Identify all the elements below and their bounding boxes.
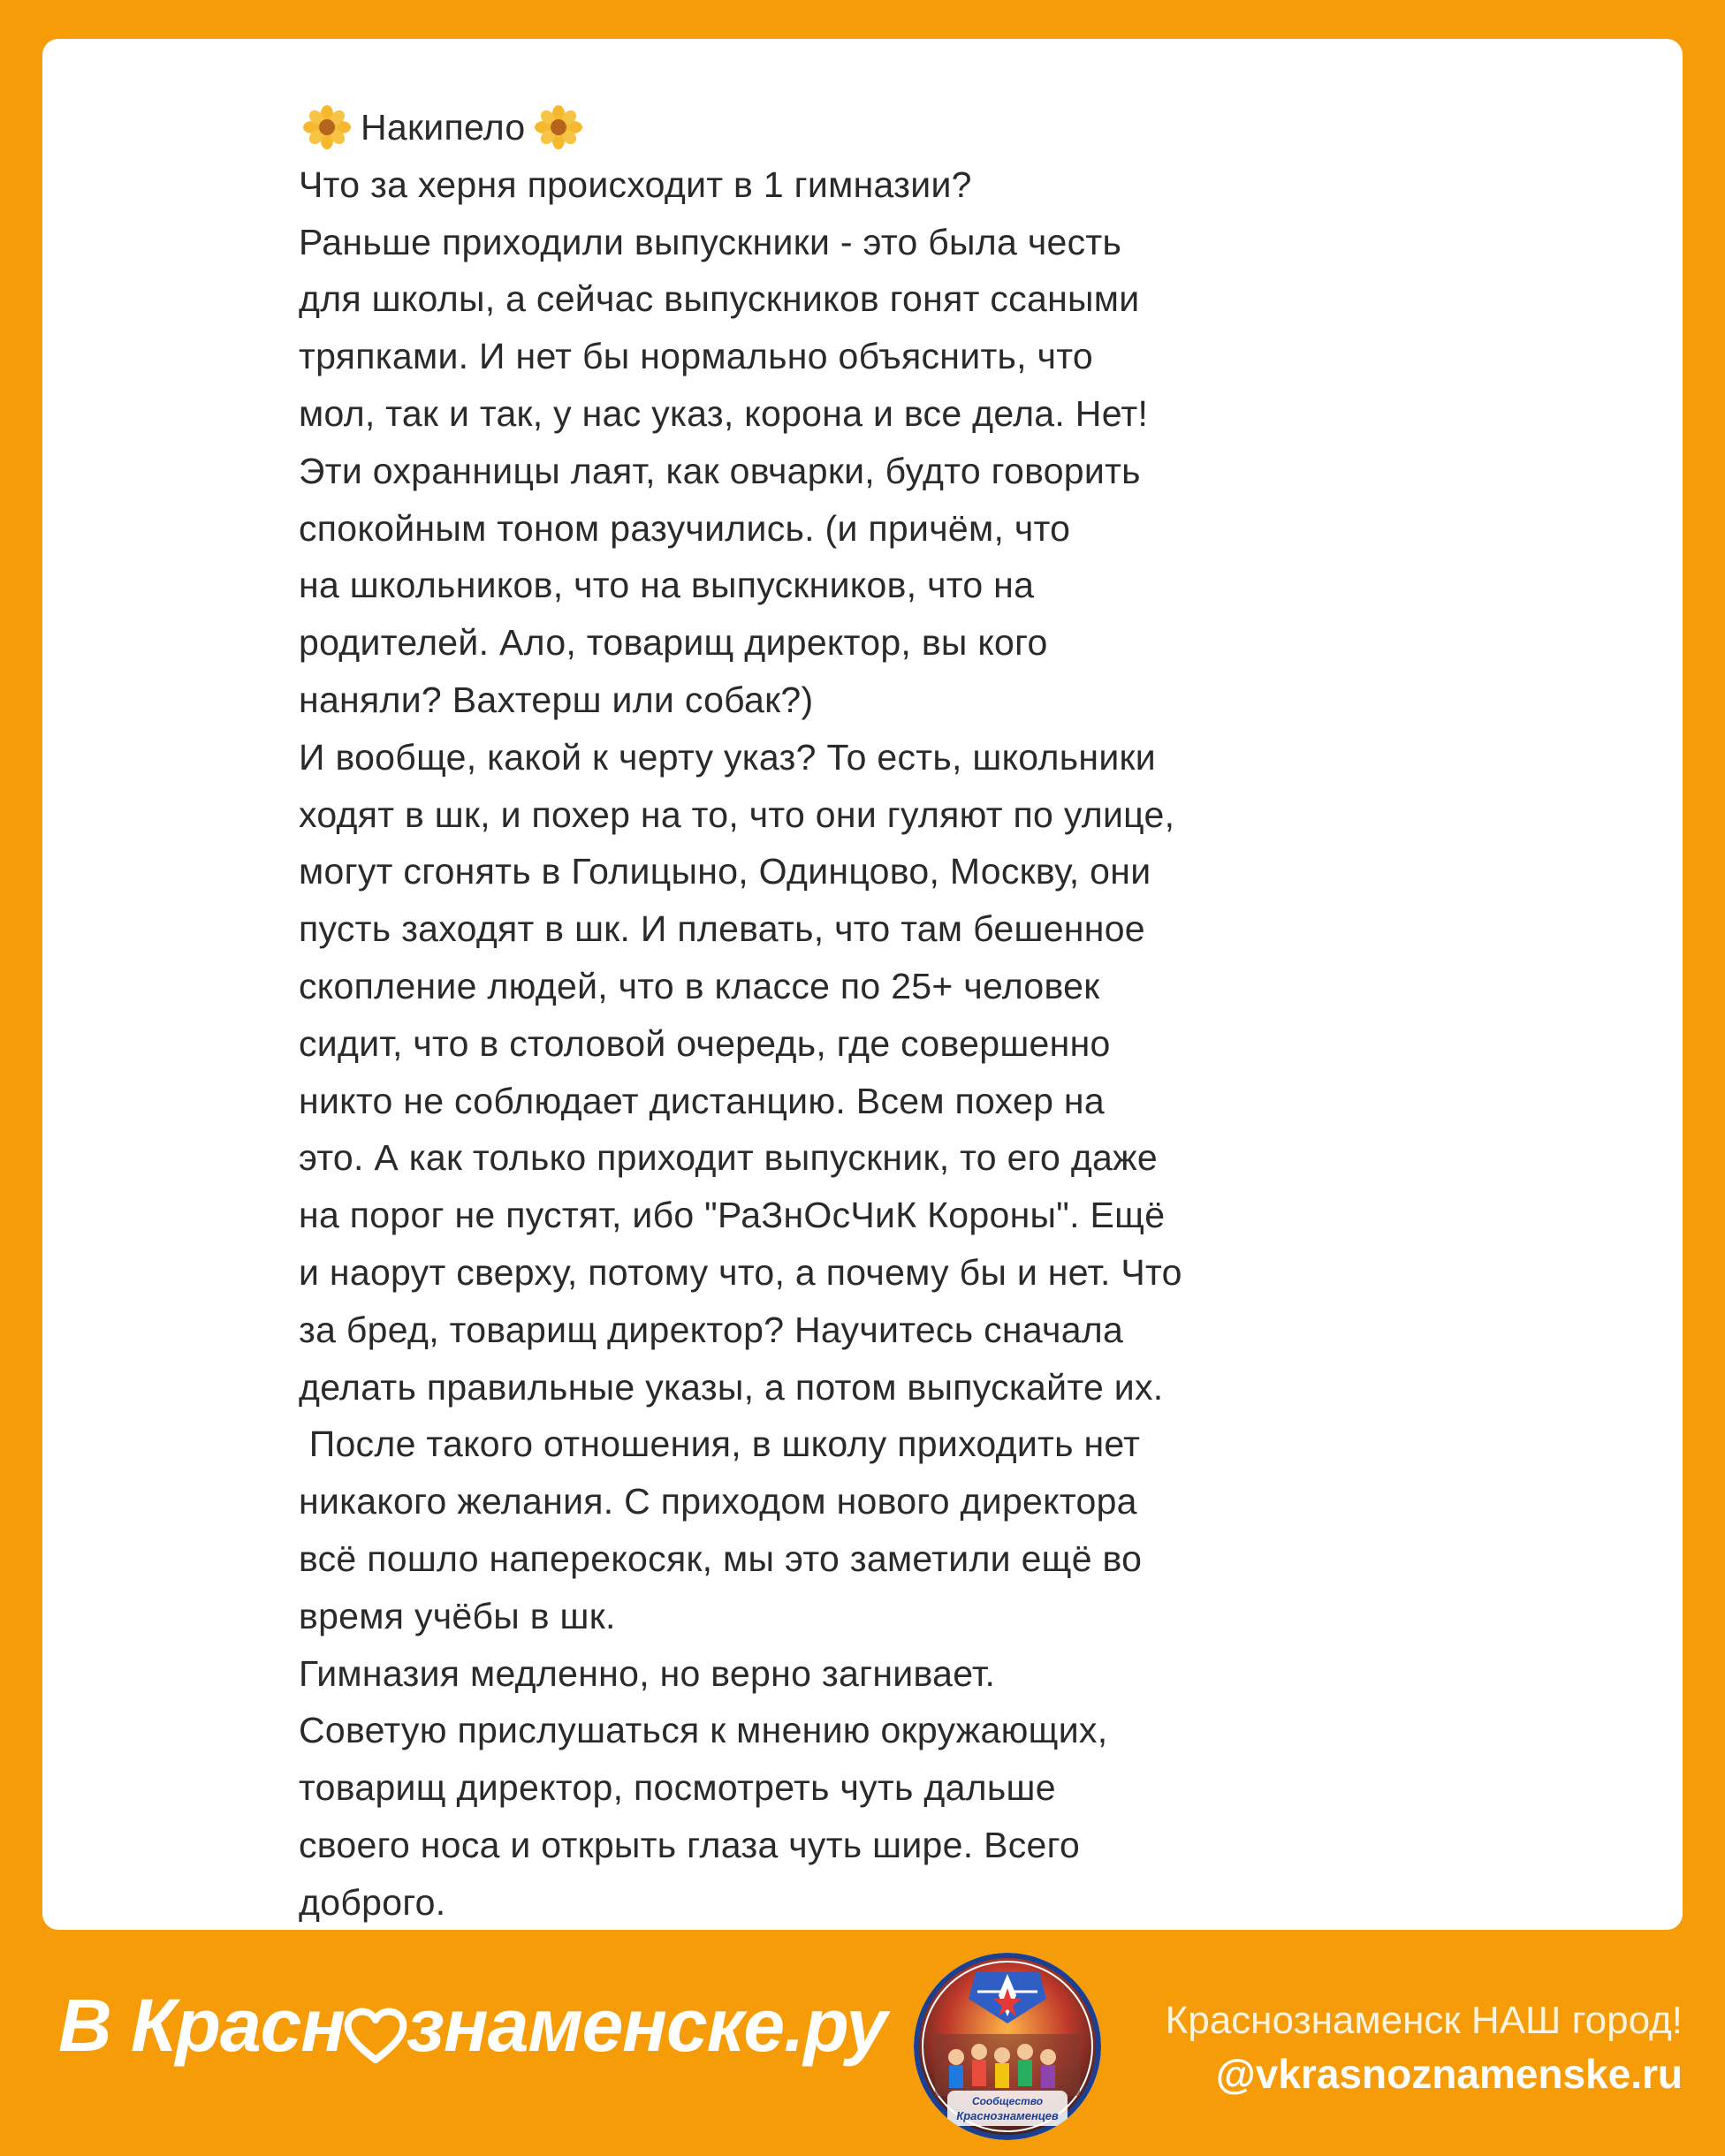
post-line: на порог не пустят, ибо "РаЗнОсЧиК Короны". Ещё	[299, 1195, 1166, 1236]
community-logo-image	[914, 1953, 1101, 2140]
brand-wordmark-left: В Красн	[58, 1984, 346, 2067]
social-handle[interactable]: @vkrasnoznamenske.ru	[1215, 2051, 1683, 2097]
post-line: спокойным тоном разучились. (и причём, что	[299, 507, 1071, 549]
post-line: всё пошло наперекосяк, мы это заметили ещё во	[299, 1537, 1143, 1579]
post-line: Советую прислушаться к мнению окружающих,	[299, 1710, 1108, 1751]
post-line: Что за херня происходит в 1 гимназии?	[299, 163, 972, 205]
post-line: никакого желания. С приходом нового директора	[299, 1481, 1137, 1522]
post-line: И вообще, какой к черту указ? То есть, школьники	[299, 736, 1156, 778]
post-title: Накипело	[361, 107, 526, 148]
post-line: доброго.	[299, 1881, 446, 1923]
post-line: никто не соблюдает дистанцию. Всем похер на	[299, 1080, 1105, 1121]
post-line: и наорут сверху, потому что, а почему бы и нет. Что	[299, 1251, 1182, 1293]
post-line: скопление людей, что в классе по 25+ человек	[299, 965, 1100, 1006]
post-line: время учёбы в шк.	[299, 1595, 616, 1636]
post-line: родителей. Ало, товарищ директор, вы кого	[299, 622, 1048, 664]
sunflower-icon	[530, 104, 587, 150]
post-line: Гимназия медленно, но верно загнивает.	[299, 1652, 996, 1694]
post-line: за бред, товарищ директор? Научитесь сначала	[299, 1309, 1124, 1350]
slogan: Краснознаменск НАШ город!	[1165, 1999, 1683, 2042]
post-text	[299, 39, 1562, 1932]
brand-wordmark-right: знаменске.ру	[407, 1984, 887, 2067]
sunflower-icon	[299, 104, 355, 150]
post-line: тряпками. И нет бы нормально объяснить, что	[299, 336, 1093, 377]
heart-icon	[343, 1997, 408, 2055]
post-line: это. А как только приходит выпускник, то его даже	[299, 1137, 1158, 1179]
post-line: ходят в шк, и похер на то, что они гуляют по улице,	[299, 793, 1175, 835]
post-line: После такого отношения, в школу приходить нет	[299, 1423, 1141, 1465]
post-line: мол, так и так, у нас указ, корона и все дела. Нет!	[299, 392, 1149, 434]
logo-caption-1: Сообщество	[971, 2095, 1044, 2107]
community-logo[interactable]	[914, 1953, 1101, 2140]
post-title-row	[299, 99, 1562, 156]
post-line: для школы, а сейчас выпускников гонят ссаными	[299, 278, 1140, 320]
post-line: наняли? Вахтерш или собак?)	[299, 679, 814, 720]
post-line: Раньше приходили выпускники - это была честь	[299, 221, 1122, 262]
post-line: пусть заходят в шк. И плевать, что там бешенное	[299, 908, 1145, 950]
post-line: на школьников, что на выпускников, что на	[299, 565, 1035, 606]
post-line: Эти охранницы лаят, как овчарки, будто говорить	[299, 450, 1141, 491]
post-line: товарищ директор, посмотреть чуть дальше	[299, 1767, 1056, 1809]
post-line: сидит, что в столовой очередь, где совершенно	[299, 1022, 1111, 1064]
logo-caption-2: Краснознаменцев	[956, 2109, 1059, 2122]
brand-wordmark[interactable]	[58, 1983, 886, 2069]
post-line: могут сгонять в Голицыно, Одинцово, Москву, они	[299, 851, 1151, 892]
footer-info	[1166, 1995, 1683, 2101]
post-line: своего носа и открыть глаза чуть шире. Всего	[299, 1824, 1081, 1865]
post-line: делать правильные указы, а потом выпускайте их.	[299, 1366, 1164, 1408]
post-card	[42, 39, 1683, 1930]
